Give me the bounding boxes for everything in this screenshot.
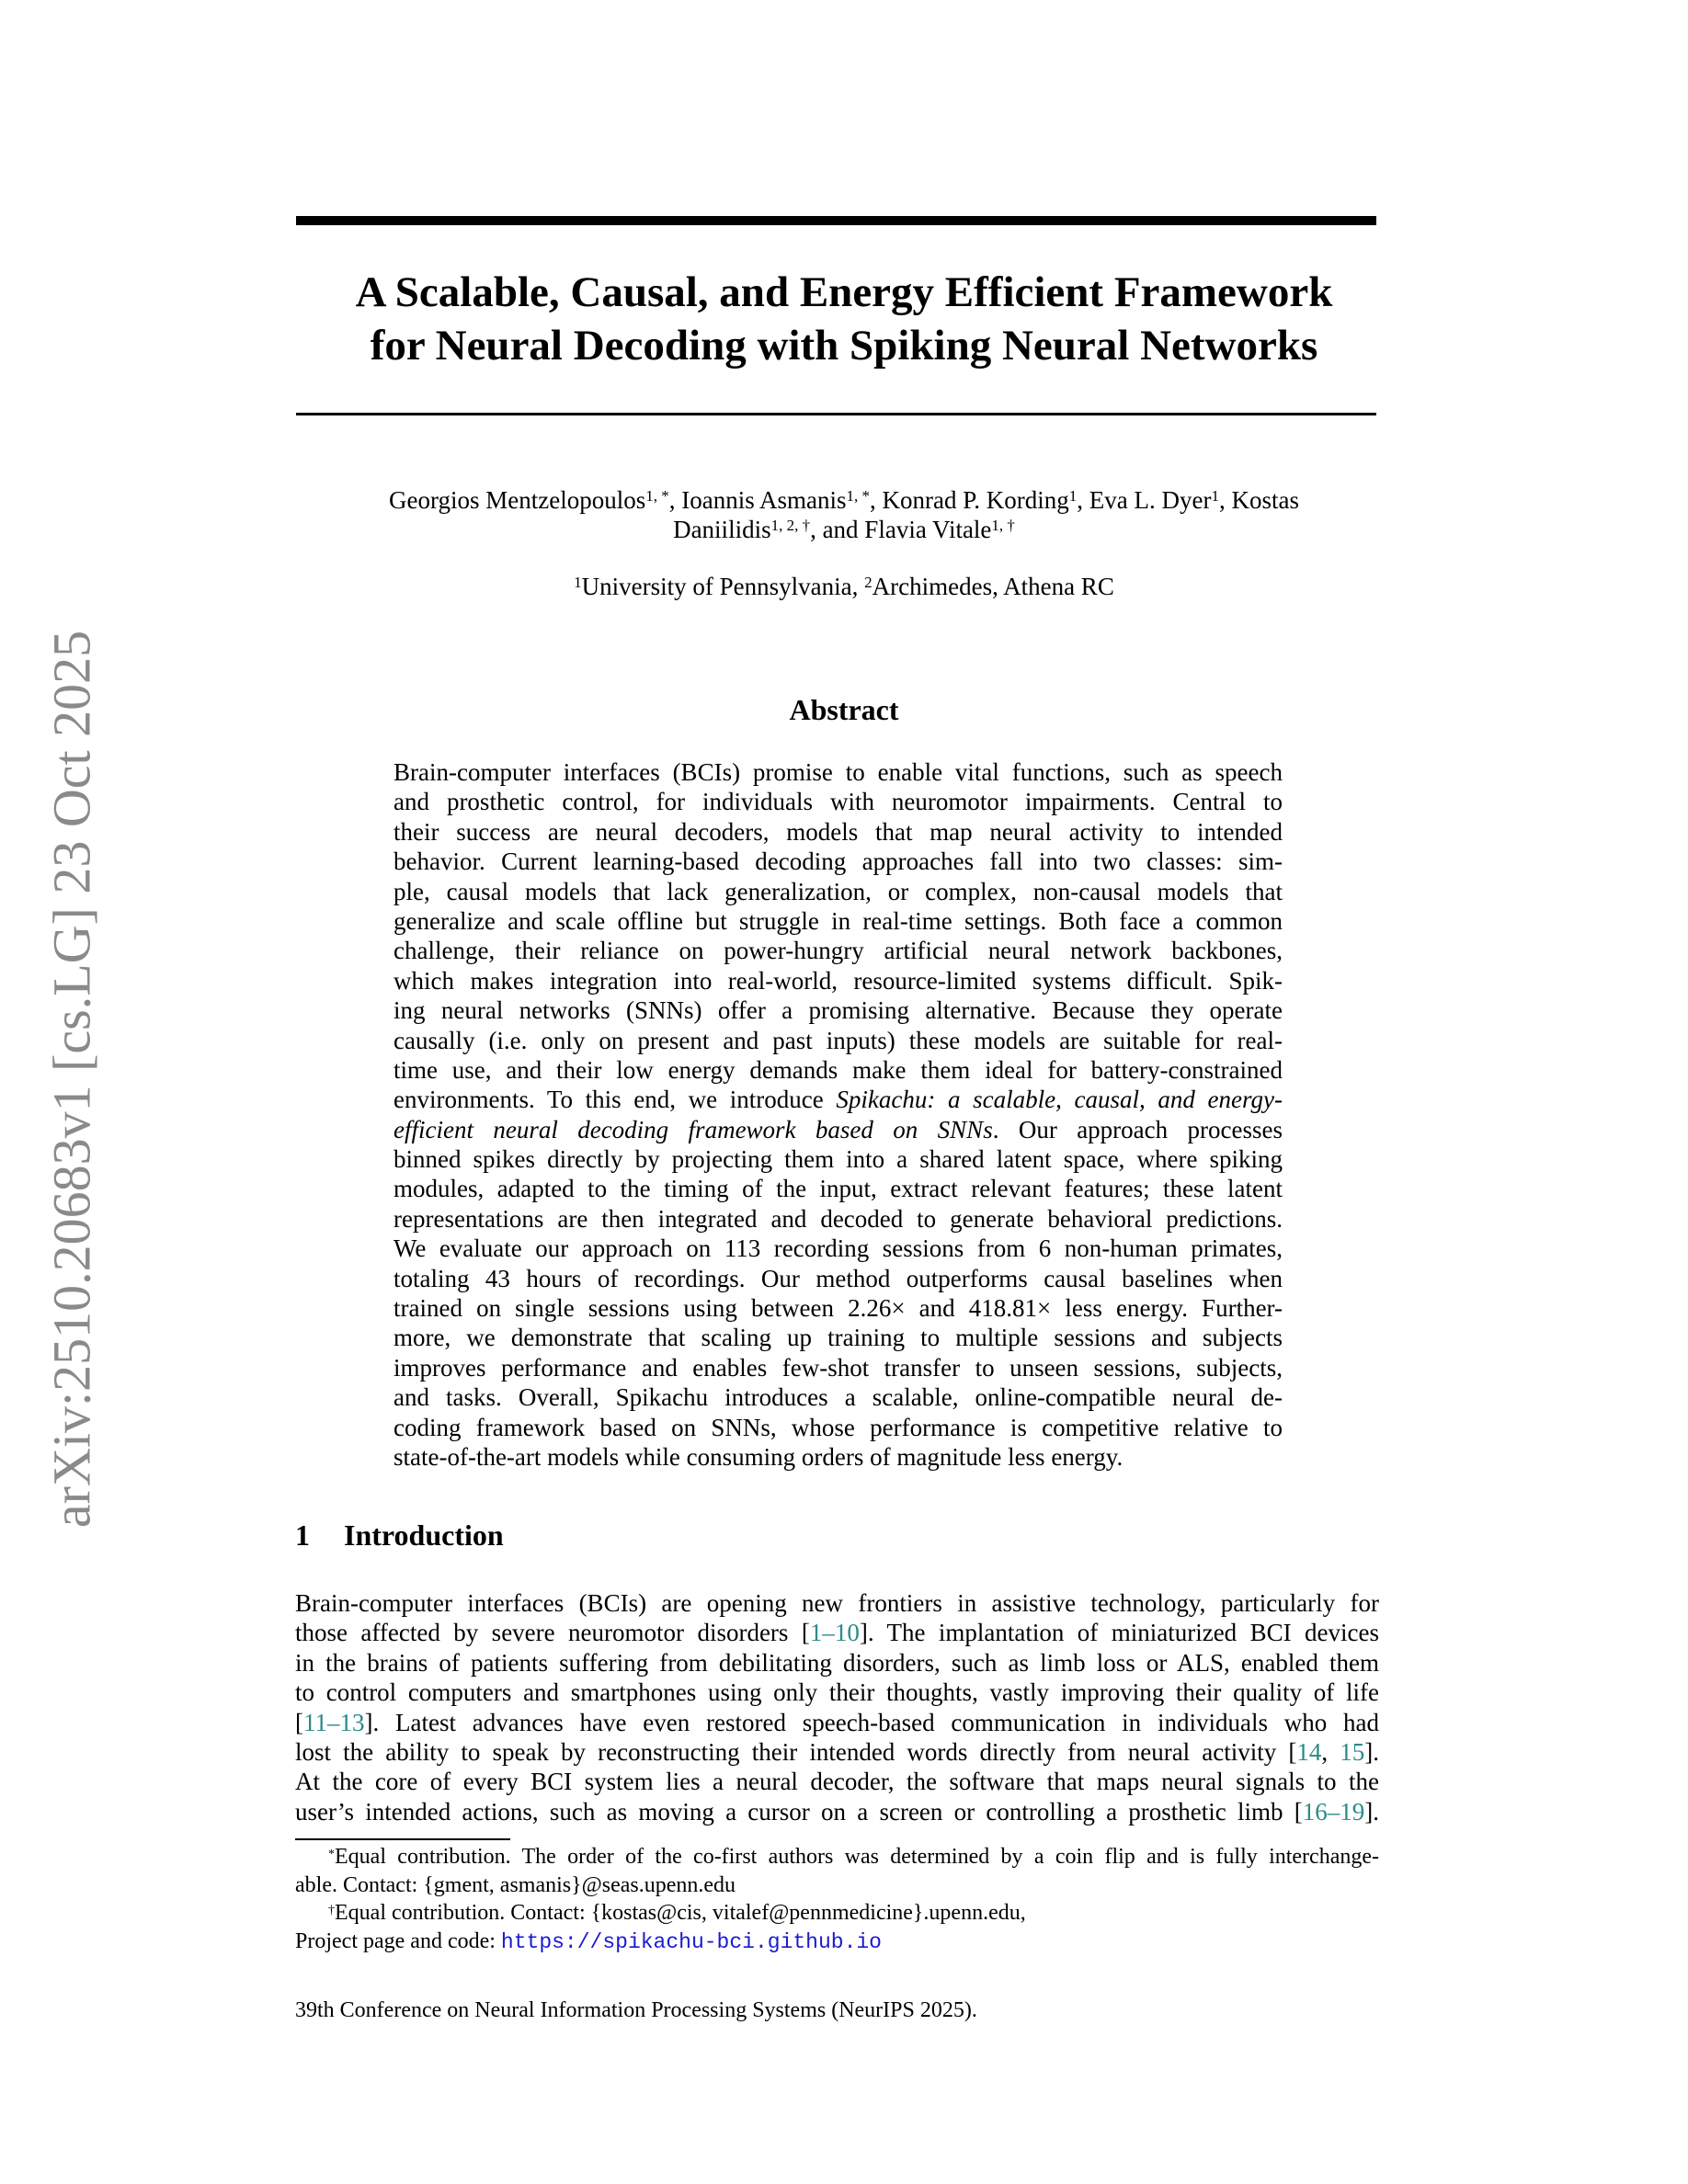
text-line [393,1293,1283,1323]
citation-link[interactable]: 16 [1302,1797,1328,1826]
text-line [393,1026,1283,1055]
superscript-mark: † [328,1904,335,1917]
author-list [0,485,1688,544]
text-span: Brain-computer interfaces (BCIs) are opening new frontiers in assistive technology, particularly for [295,1589,1379,1617]
footnote-rule [295,1838,510,1840]
text-span: , [1321,1737,1340,1766]
project-page-link[interactable]: https://spikachu-bci.github.io [500,1929,882,1954]
text-span: time use, and their low energy demands make them ideal for battery-constrained [393,1055,1283,1084]
text-span: Brain-computer interfaces (BCIs) promise to enable vital functions, such as speech [393,758,1283,786]
text-span: modules, adapted to the timing of the input, extract relevant features; these latent [393,1175,1283,1203]
text-line [393,1234,1283,1263]
citation-link[interactable]: 10 [834,1619,860,1647]
text-span: totaling 43 hours of recordings. Our method outperforms causal baselines when [393,1264,1283,1292]
section-title: Introduction [344,1519,504,1552]
text-span: in the brains of patients suffering from debilitating disorders, such as limb loss or ALS, enabled them [295,1648,1379,1677]
text-span: improves performance and enables few-shot transfer to unseen sessions, subjects, [393,1353,1283,1382]
text-line [393,1382,1283,1412]
text-line [393,1204,1283,1234]
superscript-mark: 1, 2, † [770,517,811,534]
superscript-mark: 1, † [991,517,1015,534]
text-line [393,877,1283,906]
text-span: , Konrad P. Kording [870,486,1069,514]
text-span: [ [295,1708,303,1736]
text-line [0,485,1688,515]
text-span: At the core of every BCI system lies a neural decoder, the software that maps neural signals to the [295,1768,1379,1796]
text-span: We evaluate our approach on 113 recording sessions from 6 non-human primates, [393,1234,1283,1263]
text-line [295,1767,1379,1796]
text-line [0,515,1688,544]
text-span: Project page and code: [295,1928,501,1953]
text-span: causally (i.e. only on present and past inputs) these models are suitable for real- [393,1026,1283,1054]
text-span: generalize and scale offline but struggle in real-time settings. Both face a common [393,906,1283,935]
title-line: for Neural Decoding with Spiking Neural Networks [370,322,1318,370]
text-span: ple, causal models that lack generalization, or complex, non-causal models that [393,877,1283,905]
text-line [393,1174,1283,1203]
section-number: 1 [295,1519,310,1552]
text-span: behavior. Current learning-based decoding approaches fall into two classes: sim- [393,847,1283,876]
text-span: trained on single sessions using between 2.26× and 418.81× less energy. Further- [393,1294,1283,1323]
text-line [393,1323,1283,1352]
text-line [295,1871,1379,1900]
text-span: . Our approach processes [992,1115,1283,1143]
text-span: and prosthetic control, for individuals with neuromotor impairments. Central to [393,788,1283,816]
text-line [393,1353,1283,1382]
footnotes [295,1843,1379,1955]
text-line [295,1588,1379,1618]
text-span: coding framework based on SNNs, whose performance is competitive relative to [393,1413,1283,1441]
superscript-mark: 1 [1068,487,1078,505]
text-span: , Ioannis Asmanis [668,486,847,514]
text-line [295,1797,1379,1826]
text-span: , Kostas [1218,486,1299,514]
text-line [295,1737,1379,1767]
text-span: Equal contribution. Contact: {kostas@cis, vitalef@pennmedicine}.upenn.edu, [335,1901,1026,1925]
text-line [295,1648,1379,1678]
superscript-mark: 2 [864,574,873,591]
text-line [295,1618,1379,1647]
title-top-rule [296,216,1376,225]
conference-note: 39th Conference on Neural Information Processing Systems (NeurIPS 2025). [295,1998,977,2022]
citation-link[interactable]: – [1327,1797,1340,1826]
text-span: Spikachu: a scalable, causal, and energy- [836,1086,1283,1114]
arxiv-stamp: arXiv:2510.20683v1 [cs.LG] 23 Oct 2025 [41,630,102,1529]
text-span: representations are then integrated and decoded to generate behavioral predictions. [393,1204,1283,1233]
text-line [295,1678,1379,1707]
text-line [393,966,1283,995]
introduction-body [295,1588,1379,1826]
citation-link[interactable]: 15 [1340,1737,1365,1766]
text-span: and tasks. Overall, Spikachu introduces a scalable, online-compatible neural de- [393,1383,1283,1412]
citation-link[interactable]: 19 [1340,1797,1365,1826]
abstract-body [393,757,1283,1472]
text-span: able. Contact: {gment, asmanis}@seas.upenn.edu [295,1872,736,1897]
title-bottom-rule [296,413,1376,415]
text-line [393,936,1283,965]
text-span: lost the ability to speak by reconstructing their intended words directly from neural activity [ [295,1737,1297,1766]
text-line [295,1928,1379,1956]
superscript-mark: 1 [1211,487,1219,505]
superscript-mark: 1, * [846,487,870,505]
text-line [0,572,1688,601]
citation-link[interactable]: 14 [1296,1737,1322,1766]
affiliations [0,572,1688,601]
abstract-heading: Abstract [789,693,899,726]
citation-link[interactable]: 11 [303,1708,327,1736]
text-line [295,1899,1379,1928]
text-span: more, we demonstrate that scaling up training to multiple sessions and subjects [393,1324,1283,1352]
text-span: environments. To this end, we introduce [393,1086,837,1114]
text-span: those affected by severe neuromotor disorders [ [295,1619,810,1647]
title-line: A Scalable, Causal, and Energy Efficient Framework [355,268,1333,316]
text-span: Daniilidis [673,516,771,543]
text-span: which makes integration into real-world, resource-limited systems difficult. Spik- [393,966,1283,995]
text-line [393,906,1283,936]
text-span: challenge, their reliance on power-hungry artificial neural network backbones, [393,937,1283,965]
text-line [393,1144,1283,1174]
paper-title [0,266,1688,372]
text-span: University of Pennsylvania, [581,573,865,600]
text-line [295,1843,1379,1871]
section-heading-introduction [295,1519,504,1553]
text-span: ing neural networks (SNNs) offer a promising alternative. Because they operate [393,996,1283,1025]
text-span: binned spikes directly by projecting them into a shared latent space, where spiking [393,1145,1283,1174]
superscript-mark: * [328,1848,335,1861]
text-span: ]. Latest advances have even restored speech-based communication in individuals who had [364,1708,1379,1736]
citation-link[interactable]: – [327,1708,340,1736]
text-span: user’s intended actions, such as moving a cursor on a screen or controlling a prosthetic limb [ [295,1797,1303,1826]
superscript-mark: 1 [574,574,582,591]
text-line [393,995,1283,1025]
text-line [393,847,1283,876]
text-span: ]. [1364,1797,1379,1826]
text-span: Equal contribution. The order of the co-first authors was determined by a coin flip and is fully interchange- [335,1845,1379,1869]
text-span: Archimedes, Athena RC [872,573,1114,600]
text-span: , Eva L. Dyer [1077,486,1212,514]
text-line [393,817,1283,847]
text-line [393,1413,1283,1442]
superscript-mark: 1, * [645,487,669,505]
text-line [393,1442,1283,1472]
text-span: efficient neural decoding framework based on SNNs [393,1115,993,1143]
text-span: ]. [1364,1737,1379,1766]
citation-link[interactable]: 1 [809,1619,823,1647]
text-line [393,1264,1283,1293]
text-span: ]. The implantation of miniaturized BCI devices [859,1619,1379,1647]
text-line [393,757,1283,787]
text-line [393,1115,1283,1144]
text-span: state-of-the-art models while consuming orders of magnitude less energy. [393,1442,1123,1471]
citation-link[interactable]: – [822,1619,835,1647]
text-line [393,1085,1283,1114]
text-span: their success are neural decoders, models that map neural activity to intended [393,817,1283,846]
text-span: to control computers and smartphones using only their thoughts, vastly improving their quality of life [295,1678,1379,1707]
text-line [393,787,1283,816]
text-span: , and Flavia Vitale [810,516,992,543]
citation-link[interactable]: 13 [339,1708,365,1736]
text-line [393,1055,1283,1085]
text-line [295,1708,1379,1737]
text-span: Georgios Mentzelopoulos [389,486,646,514]
